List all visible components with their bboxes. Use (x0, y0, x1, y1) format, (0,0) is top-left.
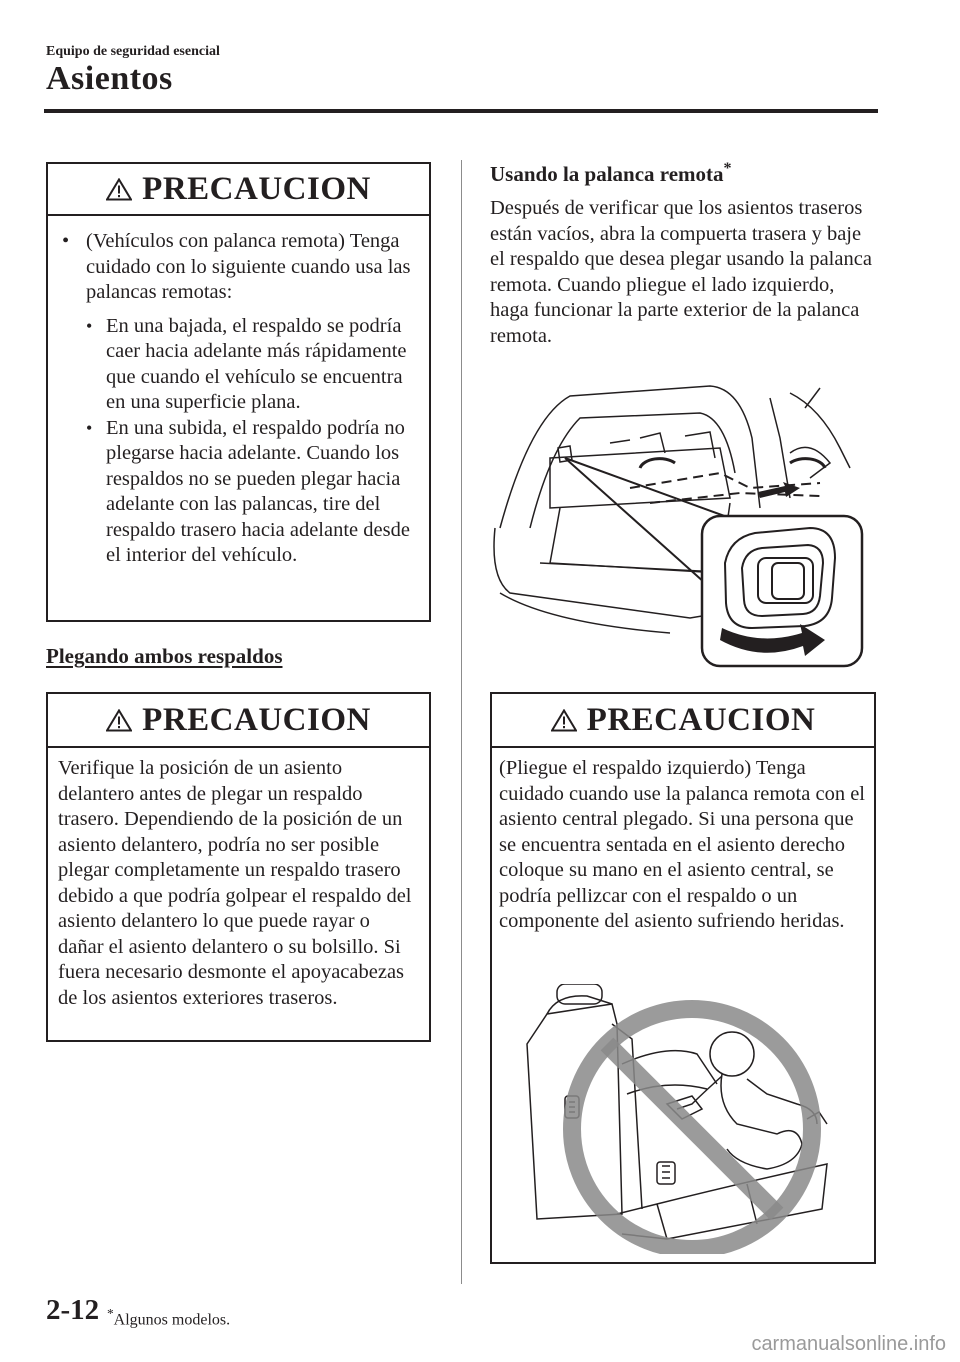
caution-box-remote-lever (46, 162, 431, 622)
caution-sub-item-text: En una bajada, el respaldo se podría caer hacia adelante más rápidamente que cuando el vehículo se encuentra en una superficie plana. (106, 314, 407, 413)
subheading-text: Usando la palanca remota (490, 162, 724, 186)
subheading-remote-lever (490, 160, 732, 187)
column-divider (461, 160, 462, 1284)
caution-box-left-backrest (490, 692, 876, 1264)
caution-header (48, 694, 429, 748)
subheading-fold-both: Plegando ambos respaldos (46, 644, 283, 668)
sub-bullet-dot: • (86, 315, 93, 336)
watermark: carmanualsonline.info (751, 1333, 946, 1355)
caution-bullet (48, 229, 418, 306)
prohibited-hand-on-seat-illustration (517, 984, 837, 1254)
section-label: Equipo de seguridad esencial (46, 44, 220, 59)
caution-text: (Pliegue el respaldo izquierdo) Tenga cuidado cuando use la palanca remota con el asiento central plegado. Si una persona que se encuentra sentada en el asiento derecho coloque su mano en el asiento central, se podría pellizcar con el respaldo o un componente del asiento sufriendo heridas. (499, 757, 865, 932)
model-mark: * (723, 160, 732, 177)
caution-sub-item (48, 416, 418, 569)
footnote-text: Algunos modelos. (113, 1311, 231, 1329)
sub-bullet-dot: • (86, 417, 93, 438)
footnote-mark: * (107, 1306, 114, 1321)
header-rule (44, 109, 878, 113)
caution-text: Verifique la posición de un asiento delantero antes de plegar un respaldo trasero. Dependiendo de la posición de un asiento delantero, podría no ser posible plegar completamente un respaldo trasero debido a que podría golpear el respaldo del asiento delantero lo que puede rayar o dañar el asiento delantero o su bolsillo. Si fuera necesario desmonte el apoyacabezas de los asientos exteriores traseros. (58, 757, 412, 1009)
caution-title: PRECAUCION (142, 170, 371, 207)
caution-sub-item-text: En una subida, el respaldo podría no plegarse hacia adelante. Cuando los respaldos no se pueden plegar hacia adelante con las palancas, tire del respaldo trasero hacia adelante desde el interior del vehículo. (106, 416, 410, 566)
caution-box-front-seat (46, 692, 431, 1042)
caution-header (492, 694, 874, 748)
page-title: Asientos (46, 60, 173, 97)
bullet-dot: • (62, 230, 70, 252)
warning-triangle-icon (106, 709, 132, 732)
warning-triangle-icon (551, 709, 577, 732)
remote-lever-paragraph: Después de verificar que los asientos traseros están vacíos, abra la compuerta trasera y baje el respaldo que desea plegar usando la palanca remota. Cuando pliegue el lado izquierdo, haga funcionar la parte exterior de la palanca remota. (490, 197, 872, 347)
footnote (107, 1306, 230, 1329)
cargo-area-remote-lever-illustration (490, 378, 870, 668)
caution-header (48, 164, 429, 216)
caution-title: PRECAUCION (586, 701, 816, 738)
caution-bullet-text: (Vehículos con palanca remota) Tenga cuidado con lo siguiente cuando usa las palancas remotas: (86, 230, 411, 303)
caution-title: PRECAUCION (142, 701, 371, 738)
caution-sub-item (48, 314, 418, 416)
warning-triangle-icon (106, 178, 132, 201)
page-number: 2-12 (46, 1294, 100, 1326)
